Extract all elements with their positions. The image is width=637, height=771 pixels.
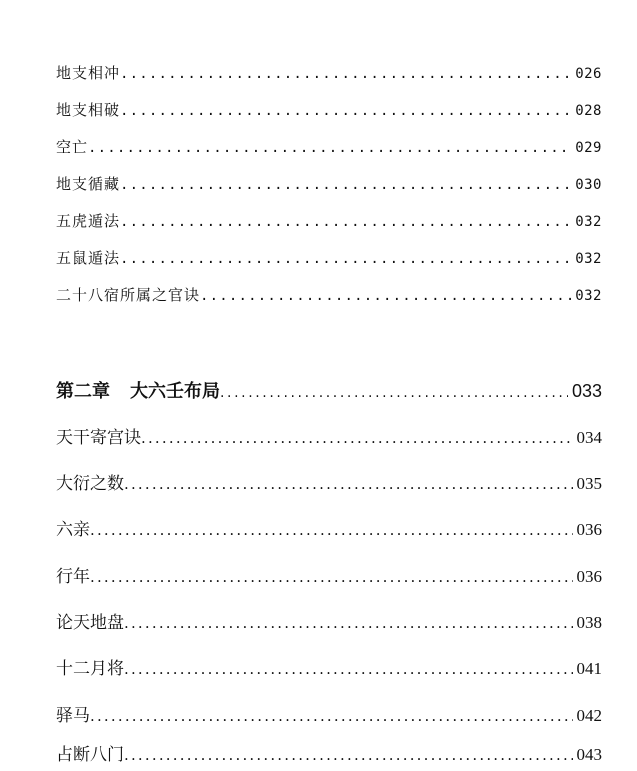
- toc-entry-title: 行年: [56, 567, 90, 587]
- toc-entry[interactable]: [56, 742, 602, 768]
- toc-entry[interactable]: [56, 173, 602, 195]
- toc-entry-title: 地支循藏: [56, 175, 121, 193]
- toc-entry-page: 036: [576, 520, 602, 539]
- toc-entry-title: 天干寄宫诀: [56, 428, 141, 448]
- dot-leader: [90, 564, 573, 590]
- dot-leader: [120, 248, 571, 269]
- chapter-name: 大六壬布局: [130, 381, 220, 402]
- toc-entry[interactable]: [56, 564, 602, 590]
- toc-entry-title: 空亡: [56, 138, 89, 156]
- toc-entry-page: 026: [575, 66, 602, 82]
- chapter-heading[interactable]: [56, 377, 602, 405]
- toc-entry[interactable]: [56, 610, 602, 636]
- toc-entry-title: 驿马: [56, 706, 90, 726]
- toc-entry-title: 论天地盘: [56, 613, 124, 633]
- toc-entry-page: 036: [576, 567, 602, 586]
- toc-entry-page: 032: [575, 288, 602, 304]
- toc-entry[interactable]: [56, 425, 602, 451]
- toc-entry-title: 五虎遁法: [56, 212, 121, 230]
- toc-entry[interactable]: [56, 703, 602, 729]
- toc-entry[interactable]: [56, 517, 602, 543]
- toc-entry[interactable]: [56, 62, 602, 84]
- toc-entry-page: 035: [576, 474, 602, 493]
- toc-entry-page: 034: [576, 428, 602, 447]
- chapter-title: [56, 378, 220, 405]
- toc-entry[interactable]: [56, 99, 602, 121]
- toc-entry-title: 大衍之数: [56, 474, 124, 494]
- toc-entry[interactable]: [56, 210, 602, 232]
- toc-entry-title: 五鼠遁法: [56, 249, 121, 267]
- toc-entry-title: 十二月将: [56, 659, 124, 679]
- toc-entry-page: 030: [575, 177, 602, 193]
- toc-entry[interactable]: [56, 284, 602, 306]
- dot-leader: [141, 425, 573, 451]
- toc-entry-page: 032: [575, 251, 602, 267]
- toc-entry-title: 六亲: [56, 520, 90, 540]
- dot-leader: [90, 703, 573, 729]
- toc-entry[interactable]: [56, 136, 602, 158]
- dot-leader: [90, 517, 573, 543]
- toc-entry[interactable]: [56, 247, 602, 269]
- toc-entry-page: 041: [576, 659, 602, 678]
- dot-leader: [120, 100, 571, 121]
- toc-entry[interactable]: [56, 471, 602, 497]
- toc-entry-page: 038: [576, 613, 602, 632]
- dot-leader: [120, 211, 571, 232]
- dot-leader: [124, 610, 573, 636]
- dot-leader: [200, 285, 571, 306]
- toc-entry-page: 043: [576, 745, 602, 764]
- toc-entry-title: 地支相冲: [56, 64, 121, 82]
- dot-leader: [120, 174, 571, 195]
- toc-entry-title: 二十八宿所属之官诀: [56, 286, 201, 304]
- dot-leader: [124, 742, 573, 768]
- toc-entry-page: 042: [576, 706, 602, 725]
- chapter-page: 033: [571, 381, 602, 401]
- chapter-label: 第二章: [56, 381, 110, 402]
- toc-entry-page: 029: [575, 140, 602, 156]
- toc-entry-page: 028: [575, 103, 602, 119]
- toc-entry[interactable]: [56, 656, 602, 682]
- dot-leader: [120, 63, 571, 84]
- dot-leader: [220, 379, 568, 405]
- toc-entry-title: 占断八门: [56, 745, 124, 765]
- dot-leader: [124, 656, 573, 682]
- dot-leader: [124, 471, 573, 497]
- toc-entry-page: 032: [575, 214, 602, 230]
- dot-leader: [88, 137, 571, 158]
- toc-entry-title: 地支相破: [56, 101, 121, 119]
